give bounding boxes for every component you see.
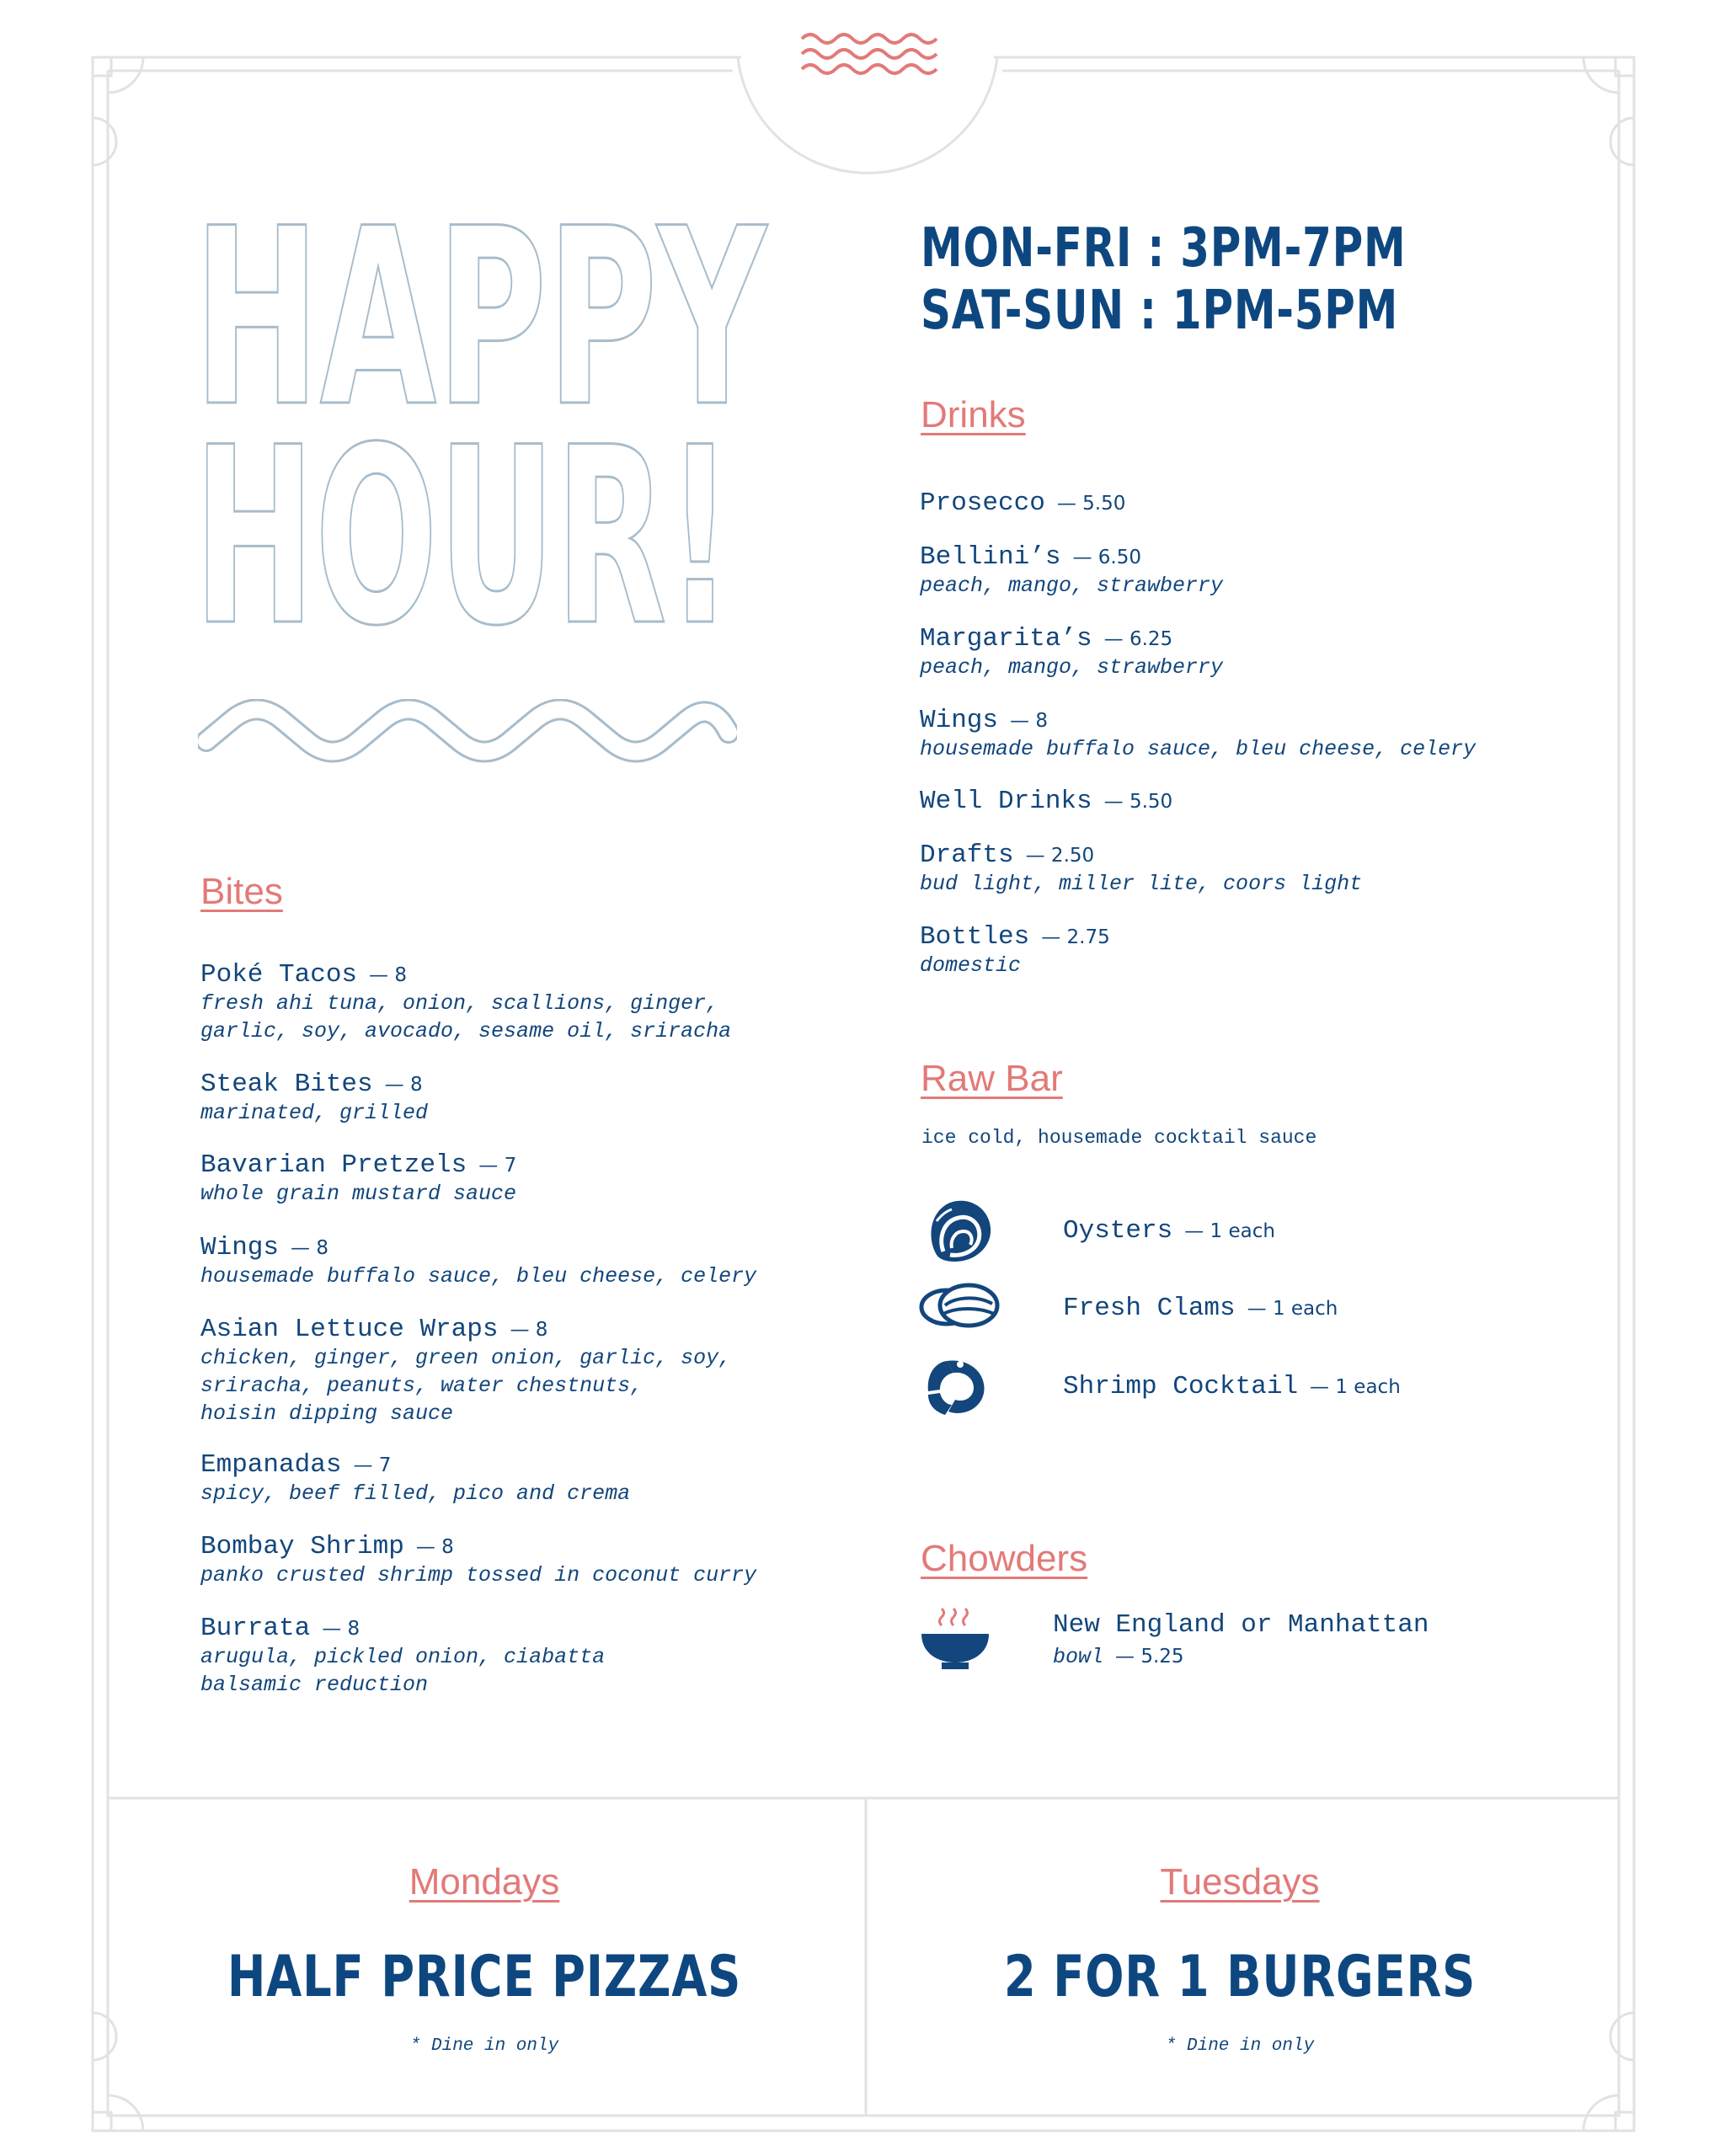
item-name: Bottles [920,922,1030,952]
item-price: — 8 [415,1536,454,1558]
item-name: Well Drinks [920,787,1092,816]
item-price: — 6.50 [1072,547,1141,568]
item-name: Burrata [200,1614,311,1643]
item-price: — 1 each [1247,1298,1338,1320]
list-item [1063,1216,1275,1246]
special-deal-tuesdays: 2 FOR 1 BURGERS [1003,1944,1477,2010]
item-price: — 8 [291,1237,328,1259]
item-name: Prosecco [920,488,1045,518]
item-price: — 1 each [1310,1376,1401,1398]
chowder-name: New England or Manhattan [1053,1610,1429,1640]
special-note-mondays: * Dine in only [409,2036,559,2056]
special-note-tuesdays: * Dine in only [1165,2036,1315,2056]
item-name: Bavarian Pretzels [200,1150,467,1180]
list-item [920,542,1223,600]
title-line-2: HOUR! [194,396,734,640]
raw-bar-description: ice cold, housemade cocktail sauce [921,1127,1317,1149]
item-price: — 2.75 [1041,926,1110,948]
oyster-icon [925,1196,996,1267]
drinks-heading: Drinks [921,394,1026,435]
item-price: — 8 [510,1319,548,1341]
item-price: — 7 [353,1454,392,1476]
item-name: Steak Bites [200,1070,373,1099]
special-day-tuesdays: Tuesdays [1160,1861,1320,1903]
raw-bar-heading: Raw Bar [921,1058,1063,1099]
squiggle-divider [198,699,737,783]
item-description: bud light, miller lite, coors light [920,872,1363,896]
list-item [920,787,1172,816]
weekday-hours: MON-FRI : 3PM-7PM [921,217,1407,280]
bites-heading: Bites [200,871,283,912]
item-description: whole grain mustard sauce [200,1182,517,1206]
item-name: Wings [200,1233,280,1262]
item-name: Margarita’s [920,624,1092,654]
shrimp-icon [921,1356,989,1417]
item-description: housemade buffalo sauce, bleu cheese, celery [920,737,1477,761]
item-price: — 5.50 [1056,493,1126,515]
list-item [920,706,1476,763]
item-description: arugula, pickled onion, ciabatta [200,1645,606,1669]
list-item [1063,1294,1338,1323]
list-item [920,841,1362,898]
item-description: marinated, grilled [200,1101,429,1125]
title-line-1: HAPPY [194,202,768,461]
item-description: fresh ahi tuna, onion, scallions, ginger, [200,991,719,1016]
chowders-heading: Chowders [921,1538,1088,1579]
item-description: panko crusted shrimp tossed in coconut curry [200,1563,757,1588]
clam-icon [918,1280,1002,1334]
special-deal-mondays: HALF PRICE PIZZAS [227,1944,742,2010]
item-description: hoisin dipping sauce [200,1401,454,1426]
soup-bowl-icon [920,1605,991,1673]
list-item [920,488,1125,518]
item-price: — 1 each [1184,1220,1275,1242]
special-day-mondays: Mondays [409,1861,560,1903]
item-name: Empanadas [200,1450,342,1480]
item-price: — 6.25 [1103,628,1173,650]
item-name: Drafts [920,841,1014,870]
item-price: — 8 [384,1074,423,1096]
item-description: domestic [920,953,1022,978]
item-name: Bellini’s [920,542,1061,572]
item-name: Asian Lettuce Wraps [200,1315,499,1344]
item-name: Shrimp Cocktail [1063,1372,1299,1401]
list-item [200,1532,756,1589]
item-name: Fresh Clams [1063,1294,1236,1323]
chowder-item [1053,1610,1429,1671]
item-price: — 8 [322,1618,360,1640]
list-item [920,922,1110,979]
bites-list [200,960,857,1718]
chowder-size: bowl [1053,1645,1104,1669]
item-name: Bombay Shrimp [200,1532,404,1561]
list-item [200,1614,605,1699]
happy-hour-times [921,217,1406,342]
item-description: garlic, soy, avocado, sesame oil, sriracha [200,1019,732,1043]
list-item [200,1070,428,1127]
drinks-list [920,488,1627,994]
list-item [200,1233,756,1290]
item-name: Poké Tacos [200,960,358,990]
item-name: Wings [920,706,999,735]
item-description: peach, mango, strawberry [920,574,1224,598]
weekend-hours: SAT-SUN : 1PM-5PM [921,280,1399,342]
item-name: Oysters [1063,1216,1173,1246]
item-price: — 7 [478,1155,517,1177]
list-item [200,1315,731,1428]
list-item [200,960,731,1045]
chowder-price: — 5.25 [1115,1646,1184,1668]
item-description: chicken, ginger, green onion, garlic, soy, [200,1346,732,1370]
item-price: — 8 [1010,710,1048,732]
item-price: — 5.50 [1103,791,1173,813]
item-description: spicy, beef filled, pico and crema [200,1481,631,1506]
item-description: balsamic reduction [200,1673,429,1697]
list-item [200,1150,516,1208]
item-description: housemade buffalo sauce, bleu cheese, celery [200,1264,757,1289]
list-item [200,1450,630,1508]
happy-hour-title [194,202,783,640]
item-description: sriracha, peanuts, water chestnuts, [200,1374,644,1398]
item-price: — 8 [369,964,407,986]
list-item [920,624,1223,681]
item-price: — 2.50 [1025,845,1095,867]
list-item [1063,1372,1401,1401]
item-description: peach, mango, strawberry [920,655,1224,680]
